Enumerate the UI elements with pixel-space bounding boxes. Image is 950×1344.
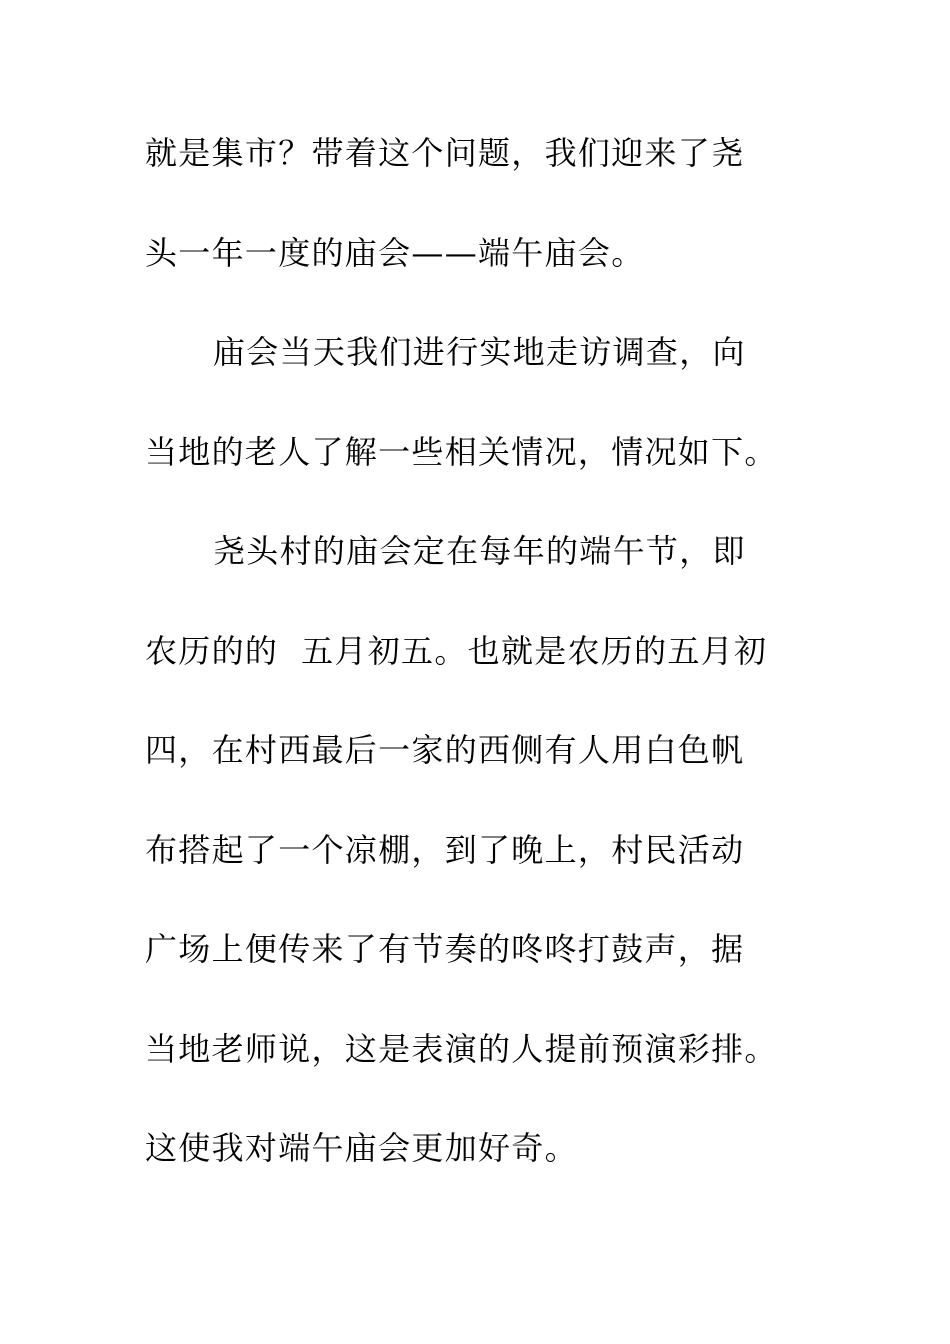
paragraph-3-line-5: 广场上便传来了有节奏的咚咚打鼓声，据 bbox=[145, 930, 745, 968]
paragraph-3-line-7: 这使我对端午庙会更加好奇。 bbox=[145, 1129, 578, 1167]
paragraph-3-line-6: 当地老师说，这是表演的人提前预演彩排。 bbox=[145, 1030, 778, 1068]
paragraph-3-line-3: 四，在村西最后一家的西侧有人用白色帆 bbox=[145, 731, 745, 769]
paragraph-2-line-2: 当地的老人了解一些相关情况，情况如下。 bbox=[145, 433, 778, 471]
paragraph-2-line-1: 庙会当天我们进行实地走访调查，向 bbox=[213, 333, 746, 371]
text-line-2: 头一年一度的庙会——端午庙会。 bbox=[145, 234, 645, 272]
paragraph-3-line-2: 农历的的 五月初五。也就是农历的五月初 bbox=[145, 632, 768, 670]
paragraph-3-line-1: 尧头村的庙会定在每年的端午节，即 bbox=[213, 532, 746, 570]
text-line-1: 就是集市？带着这个问题，我们迎来了尧 bbox=[145, 134, 745, 172]
paragraph-3-line-4: 布搭起了一个凉棚，到了晚上，村民活动 bbox=[145, 831, 745, 869]
